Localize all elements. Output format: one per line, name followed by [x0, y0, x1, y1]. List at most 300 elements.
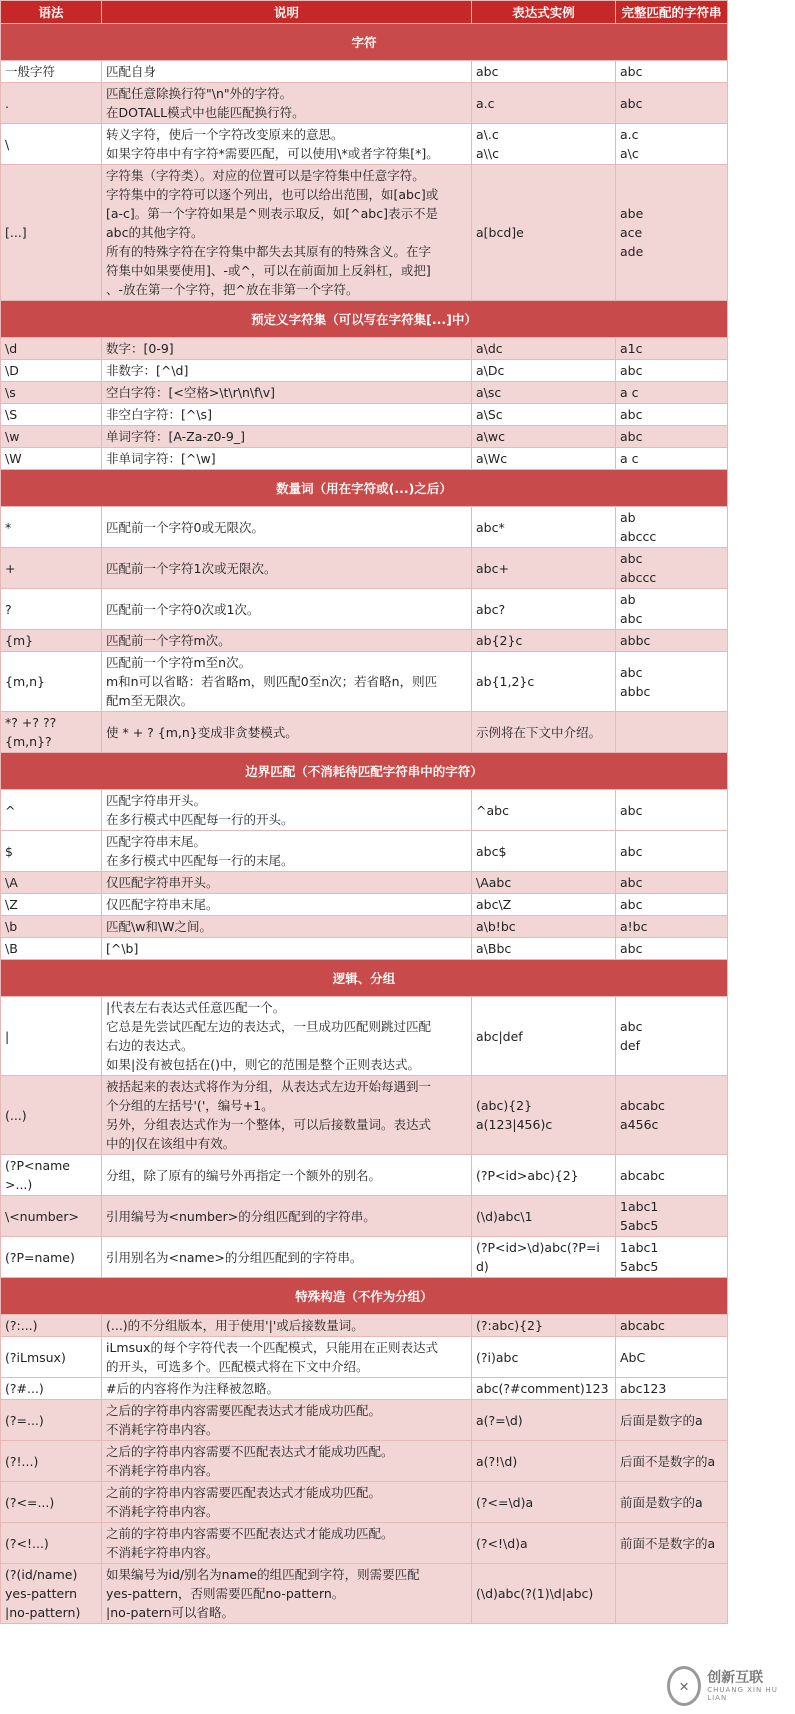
description-cell	[102, 1337, 472, 1378]
watermark	[667, 1664, 785, 1708]
table-row	[1, 61, 728, 83]
table-row	[1, 1441, 728, 1482]
table-row	[1, 1237, 728, 1278]
match-cell	[616, 1337, 728, 1378]
cell-line: \A	[5, 875, 18, 890]
cell-line: 匹配自身	[106, 64, 157, 79]
cell-line: ab{2}c	[476, 633, 523, 648]
match-cell	[616, 507, 728, 548]
example-cell	[472, 652, 616, 712]
cell-line: abc	[620, 64, 643, 79]
syntax-cell	[1, 360, 102, 382]
section-header	[1, 753, 728, 790]
cell-line: abccc	[620, 529, 657, 544]
cell-line: a\dc	[476, 341, 503, 356]
cell-line: (?<=\d)a	[476, 1494, 534, 1510]
match-cell	[616, 652, 728, 712]
description-cell	[102, 338, 472, 360]
cell-line: {m,n}?	[5, 734, 52, 749]
table-row	[1, 426, 728, 448]
match-cell	[616, 1441, 728, 1482]
cell-line: 如果|没有被包括在()中，则它的范围是整个正则表达式。	[106, 1057, 420, 1072]
syntax-cell	[1, 426, 102, 448]
match-cell	[616, 1237, 728, 1278]
cell-line: 引用编号为<number>的分组匹配到的字符串。	[106, 1208, 376, 1224]
cell-line: def	[620, 1038, 641, 1053]
syntax-cell	[1, 1523, 102, 1564]
cell-line: 匹配任意除换行符"\n"外的字符。	[106, 86, 293, 101]
watermark-subtext: CHUANG XIN HU LIAN	[707, 1686, 778, 1702]
example-cell	[472, 404, 616, 426]
cell-line: abc123	[620, 1381, 667, 1396]
section-title: 字符	[1, 24, 728, 61]
cell-line: |no-pattern)	[5, 1605, 81, 1620]
match-cell	[616, 83, 728, 124]
syntax-cell	[1, 652, 102, 712]
cell-line: abc*	[476, 519, 505, 535]
header-description: 说明	[102, 1, 472, 24]
cell-line: (abc){2}	[476, 1098, 533, 1113]
table-row	[1, 938, 728, 960]
syntax-cell	[1, 1564, 102, 1624]
cell-line: 单词字符：[A-Za-z0-9_]	[106, 429, 246, 444]
match-cell	[616, 916, 728, 938]
example-cell	[472, 1523, 616, 1564]
example-cell	[472, 61, 616, 83]
cell-line: a\Wc	[476, 451, 508, 466]
description-cell	[102, 1564, 472, 1624]
cell-line: 配m至无限次。	[106, 693, 194, 708]
cell-line: 匹配字符串开头。	[106, 793, 207, 808]
cell-line: ?	[5, 601, 12, 617]
cell-line: \W	[5, 451, 22, 466]
syntax-cell	[1, 790, 102, 831]
cell-line: 后面不是数字的a	[620, 1453, 716, 1469]
cell-line: 示例将在下文中介绍。	[476, 724, 602, 740]
table-row	[1, 872, 728, 894]
cell-line: [^\b]	[106, 941, 139, 956]
match-cell	[616, 589, 728, 630]
cell-line: a1c	[620, 341, 643, 356]
cell-line: \w	[5, 429, 20, 444]
table-row	[1, 1564, 728, 1624]
cell-line: abccc	[620, 570, 657, 585]
cell-line: abc	[620, 843, 643, 859]
description-cell	[102, 589, 472, 630]
cell-line: ade	[620, 244, 644, 259]
table-header	[1, 1, 728, 24]
cell-line: *? +? ??	[5, 715, 57, 730]
match-cell	[616, 360, 728, 382]
example-cell	[472, 1337, 616, 1378]
cell-line: 不消耗字符串内容。	[106, 1504, 219, 1519]
cell-line: +	[5, 560, 16, 576]
table-row	[1, 404, 728, 426]
cell-line: \s	[5, 385, 16, 400]
cell-line: \D	[5, 363, 19, 378]
section-header	[1, 301, 728, 338]
cell-line: ab	[620, 510, 636, 525]
cell-line: 仅匹配字符串开头。	[106, 875, 219, 890]
table-row	[1, 790, 728, 831]
description-cell	[102, 124, 472, 165]
description-cell	[102, 548, 472, 589]
cell-line: 在多行模式中匹配每一行的末尾。	[106, 853, 294, 868]
cell-line: a(?=\d)	[476, 1412, 523, 1428]
cell-line: #后的内容将作为注释被忽略。	[106, 1381, 279, 1396]
cell-line: 匹配前一个字符0或无限次。	[106, 519, 264, 535]
match-cell	[616, 894, 728, 916]
description-cell	[102, 1237, 472, 1278]
description-cell	[102, 1076, 472, 1155]
cell-line: abc+	[476, 560, 509, 576]
cell-line: abc?	[476, 601, 506, 617]
syntax-cell	[1, 404, 102, 426]
cell-line: a\Sc	[476, 407, 503, 422]
cell-line: (?<!...)	[5, 1535, 49, 1551]
description-cell	[102, 404, 472, 426]
example-cell	[472, 938, 616, 960]
cell-line: yes-pattern，否则需要匹配no-pattern。	[106, 1586, 345, 1601]
example-cell	[472, 831, 616, 872]
table-row	[1, 382, 728, 404]
cell-line: (?<!\d)a	[476, 1535, 528, 1551]
cell-line: \Z	[5, 897, 18, 912]
syntax-cell	[1, 1315, 102, 1337]
syntax-cell	[1, 1237, 102, 1278]
match-cell	[616, 1315, 728, 1337]
example-cell	[472, 382, 616, 404]
cell-line: (...)的不分组版本，用于使用'|'或后接数量词。	[106, 1318, 364, 1333]
table-row	[1, 1400, 728, 1441]
cell-line: ^abc	[476, 802, 509, 818]
cell-line: abc	[620, 429, 643, 444]
match-cell	[616, 1196, 728, 1237]
cell-line: 分组，除了原有的编号外再指定一个额外的别名。	[106, 1167, 382, 1183]
cell-line: 右边的表达式。	[106, 1038, 194, 1053]
match-cell	[616, 630, 728, 652]
table-row	[1, 1337, 728, 1378]
match-cell	[616, 712, 728, 753]
cell-line: a\\c	[476, 146, 499, 161]
cell-line: (?i)abc	[476, 1349, 519, 1365]
table-row	[1, 1523, 728, 1564]
description-cell	[102, 61, 472, 83]
description-cell	[102, 712, 472, 753]
cell-line: [a-c]。第一个字符如果是^则表示取反，如[^abc]表示不是	[106, 206, 438, 221]
example-cell	[472, 1482, 616, 1523]
cell-line: abc	[620, 875, 643, 890]
section-title: 预定义字符集（可以写在字符集[...]中）	[1, 301, 728, 338]
syntax-cell	[1, 831, 102, 872]
cell-line: 所有的特殊字符在字符集中都失去其原有的特殊含义。在字	[106, 244, 432, 259]
description-cell	[102, 426, 472, 448]
syntax-cell	[1, 1482, 102, 1523]
description-cell	[102, 1155, 472, 1196]
cell-line: 不消耗字符串内容。	[106, 1545, 219, 1560]
cell-line: 的开头，可选多个。匹配模式将在下文中介绍。	[106, 1359, 369, 1374]
example-cell	[472, 872, 616, 894]
cell-line: .	[5, 95, 9, 111]
example-cell	[472, 1237, 616, 1278]
example-cell	[472, 360, 616, 382]
syntax-cell	[1, 589, 102, 630]
section-header	[1, 1278, 728, 1315]
syntax-cell	[1, 630, 102, 652]
description-cell	[102, 83, 472, 124]
table-row	[1, 916, 728, 938]
syntax-cell	[1, 165, 102, 301]
header-example: 表达式实例	[472, 1, 616, 24]
example-cell	[472, 894, 616, 916]
cell-line: (...)	[5, 1107, 27, 1123]
example-cell	[472, 83, 616, 124]
logo-icon: ✕	[667, 1666, 701, 1706]
description-cell	[102, 1523, 472, 1564]
cell-line: 1abc1	[620, 1199, 659, 1214]
syntax-cell	[1, 1155, 102, 1196]
match-cell	[616, 448, 728, 470]
cell-line: 1abc1	[620, 1240, 659, 1255]
example-cell	[472, 507, 616, 548]
cell-line: 之后的字符串内容需要匹配表达式才能成功匹配。	[106, 1403, 382, 1418]
cell-line: (?(id/name)	[5, 1567, 78, 1582]
description-cell	[102, 1315, 472, 1337]
cell-line: abc	[620, 1019, 643, 1034]
cell-line: 5abc5	[620, 1218, 659, 1233]
example-cell	[472, 1441, 616, 1482]
cell-line: (?P<id>abc){2}	[476, 1167, 579, 1183]
cell-line: abc	[620, 551, 643, 566]
cell-line: (?P<id>\d)abc(?P=id)	[476, 1240, 600, 1274]
cell-line: (?!...)	[5, 1453, 39, 1469]
cell-line: (\d)abc(?(1)\d|abc)	[476, 1586, 594, 1601]
match-cell	[616, 938, 728, 960]
cell-line: a\c	[620, 146, 639, 161]
cell-line: 数字：[0-9]	[106, 341, 174, 356]
cell-line: \	[5, 136, 10, 152]
table-row	[1, 997, 728, 1076]
syntax-cell	[1, 997, 102, 1076]
cell-line: 如果字符串中有字符*需要匹配，可以使用\*或者字符集[*]。	[106, 146, 439, 161]
match-cell	[616, 165, 728, 301]
cell-line: (?#...)	[5, 1381, 44, 1396]
match-cell	[616, 426, 728, 448]
cell-line: (?P=name)	[5, 1249, 75, 1265]
cell-line: (?=...)	[5, 1412, 44, 1428]
cell-line: abcabc	[620, 1318, 665, 1333]
cell-line: a c	[620, 451, 639, 466]
cell-line: |代表左右表达式任意匹配一个。	[106, 1000, 286, 1015]
example-cell	[472, 448, 616, 470]
cell-line: abc$	[476, 843, 507, 859]
table-row	[1, 1482, 728, 1523]
table-row	[1, 448, 728, 470]
table-row	[1, 338, 728, 360]
cell-line: 5abc5	[620, 1259, 659, 1274]
table-row	[1, 1378, 728, 1400]
table-row	[1, 124, 728, 165]
match-cell	[616, 1482, 728, 1523]
cell-line: |	[5, 1028, 10, 1044]
example-cell	[472, 548, 616, 589]
description-cell	[102, 448, 472, 470]
table-row	[1, 589, 728, 630]
table-body	[1, 24, 728, 1624]
example-cell	[472, 1400, 616, 1441]
cell-line: 字符集（字符类）。对应的位置可以是字符集中任意字符。	[106, 168, 425, 183]
cell-line: 非单词字符：[^\w]	[106, 451, 216, 466]
cell-line: 如果编号为id/别名为name的组匹配到字符，则需要匹配	[106, 1567, 420, 1582]
cell-line: 之前的字符串内容需要不匹配表达式才能成功匹配。	[106, 1526, 394, 1541]
table-row	[1, 1155, 728, 1196]
example-cell	[472, 1378, 616, 1400]
table-row	[1, 652, 728, 712]
cell-line: 引用别名为<name>的分组匹配到的字符串。	[106, 1249, 363, 1265]
description-cell	[102, 165, 472, 301]
cell-line: a\sc	[476, 385, 502, 400]
table-row	[1, 712, 728, 753]
cell-line: 被括起来的表达式将作为分组，从表达式左边开始每遇到一	[106, 1079, 432, 1094]
cell-line: a\Dc	[476, 363, 505, 378]
table-row	[1, 1076, 728, 1155]
cell-line: 匹配前一个字符m次。	[106, 633, 231, 648]
cell-line: *	[5, 519, 12, 535]
description-cell	[102, 1441, 472, 1482]
cell-line: \Aabc	[476, 875, 512, 890]
match-cell	[616, 61, 728, 83]
syntax-cell	[1, 916, 102, 938]
match-cell	[616, 872, 728, 894]
table-row	[1, 630, 728, 652]
cell-line: a\wc	[476, 429, 505, 444]
cell-line: abbc	[620, 633, 651, 648]
cell-line: 匹配前一个字符1次或无限次。	[106, 560, 277, 576]
description-cell	[102, 652, 472, 712]
cell-line: a!bc	[620, 919, 648, 934]
cell-line: \d	[5, 341, 18, 356]
cell-line: $	[5, 843, 13, 859]
cell-line: abe	[620, 206, 644, 221]
description-cell	[102, 872, 472, 894]
description-cell	[102, 1400, 472, 1441]
cell-line: (\d)abc\1	[476, 1208, 533, 1224]
cell-line: 它总是先尝试匹配左边的表达式，一旦成功匹配则跳过匹配	[106, 1019, 432, 1034]
cell-line: (?P<name>...)	[5, 1158, 70, 1192]
cell-line: abc\Z	[476, 897, 512, 912]
table-row	[1, 548, 728, 589]
description-cell	[102, 1196, 472, 1237]
cell-line: a.c	[620, 127, 639, 142]
cell-line: iLmsux的每个字符代表一个匹配模式，只能用在正则表达式	[106, 1340, 438, 1355]
cell-line: \S	[5, 407, 18, 422]
example-cell	[472, 1315, 616, 1337]
syntax-cell	[1, 1076, 102, 1155]
syntax-cell	[1, 507, 102, 548]
cell-line: abc	[620, 664, 643, 680]
section-title: 特殊构造（不作为分组）	[1, 1278, 728, 1315]
cell-line: (?iLmsux)	[5, 1349, 66, 1365]
cell-line: [...]	[5, 225, 27, 240]
section-title: 数量词（用在字符或(...)之后）	[1, 470, 728, 507]
example-cell	[472, 165, 616, 301]
match-cell	[616, 382, 728, 404]
description-cell	[102, 831, 472, 872]
section-header	[1, 470, 728, 507]
cell-line: a(123|456)c	[476, 1117, 553, 1132]
match-cell	[616, 790, 728, 831]
cell-line: abcabc	[620, 1167, 665, 1183]
cell-line: abc(?#comment)123	[476, 1381, 609, 1396]
cell-line: AbC	[620, 1349, 646, 1365]
example-cell	[472, 589, 616, 630]
syntax-cell	[1, 338, 102, 360]
header-syntax: 语法	[1, 1, 102, 24]
description-cell	[102, 507, 472, 548]
cell-line: \<number>	[5, 1208, 79, 1224]
cell-line: a c	[620, 385, 639, 400]
example-cell	[472, 1196, 616, 1237]
cell-line: ^	[5, 802, 16, 818]
syntax-cell	[1, 894, 102, 916]
cell-line: a\b!bc	[476, 919, 516, 934]
watermark-text: 创新互联	[707, 1670, 764, 1686]
example-cell	[472, 712, 616, 753]
cell-line: 转义字符，使后一个字符改变原来的意思。	[106, 127, 344, 142]
cell-line: {m}	[5, 633, 34, 648]
cell-line: abc	[620, 407, 643, 422]
cell-line: 后面是数字的a	[620, 1412, 703, 1428]
cell-line: 匹配前一个字符0次或1次。	[106, 601, 260, 617]
cell-line: abc	[620, 897, 643, 912]
cell-line: 前面不是数字的a	[620, 1535, 716, 1551]
syntax-cell	[1, 1378, 102, 1400]
cell-line: ace	[620, 225, 643, 240]
table-row	[1, 1196, 728, 1237]
table-row	[1, 360, 728, 382]
cell-line: abc的其他字符。	[106, 225, 204, 240]
match-cell	[616, 548, 728, 589]
cell-line: \b	[5, 919, 18, 934]
cell-line: 非空白字符：[^\s]	[106, 407, 212, 422]
cell-line: 使 * + ? {m,n}变成非贪婪模式。	[106, 724, 298, 740]
cell-line: abbc	[620, 683, 651, 699]
cell-line: abc	[620, 363, 643, 378]
cell-line: a456c	[620, 1117, 659, 1132]
cell-line: abc	[620, 802, 643, 818]
cell-line: ab	[620, 592, 636, 607]
cell-line: ab{1,2}c	[476, 674, 535, 689]
cell-line: 在DOTALL模式中也能匹配换行符。	[106, 105, 305, 120]
table-row	[1, 507, 728, 548]
cell-line: a.c	[476, 95, 495, 111]
syntax-cell	[1, 382, 102, 404]
syntax-cell	[1, 1196, 102, 1237]
match-cell	[616, 1155, 728, 1196]
cell-line: a\Bbc	[476, 941, 512, 956]
cell-line: 之前的字符串内容需要匹配表达式才能成功匹配。	[106, 1485, 382, 1500]
cell-line: abc|def	[476, 1028, 523, 1044]
cell-line: 中的|仅在该组中有效。	[106, 1136, 236, 1151]
example-cell	[472, 790, 616, 831]
match-cell	[616, 1378, 728, 1400]
syntax-cell	[1, 83, 102, 124]
table-row	[1, 165, 728, 301]
cell-line: 之后的字符串内容需要不匹配表达式才能成功匹配。	[106, 1444, 394, 1459]
cell-line: 前面是数字的a	[620, 1494, 703, 1510]
cell-line: \B	[5, 941, 18, 956]
syntax-cell	[1, 1441, 102, 1482]
